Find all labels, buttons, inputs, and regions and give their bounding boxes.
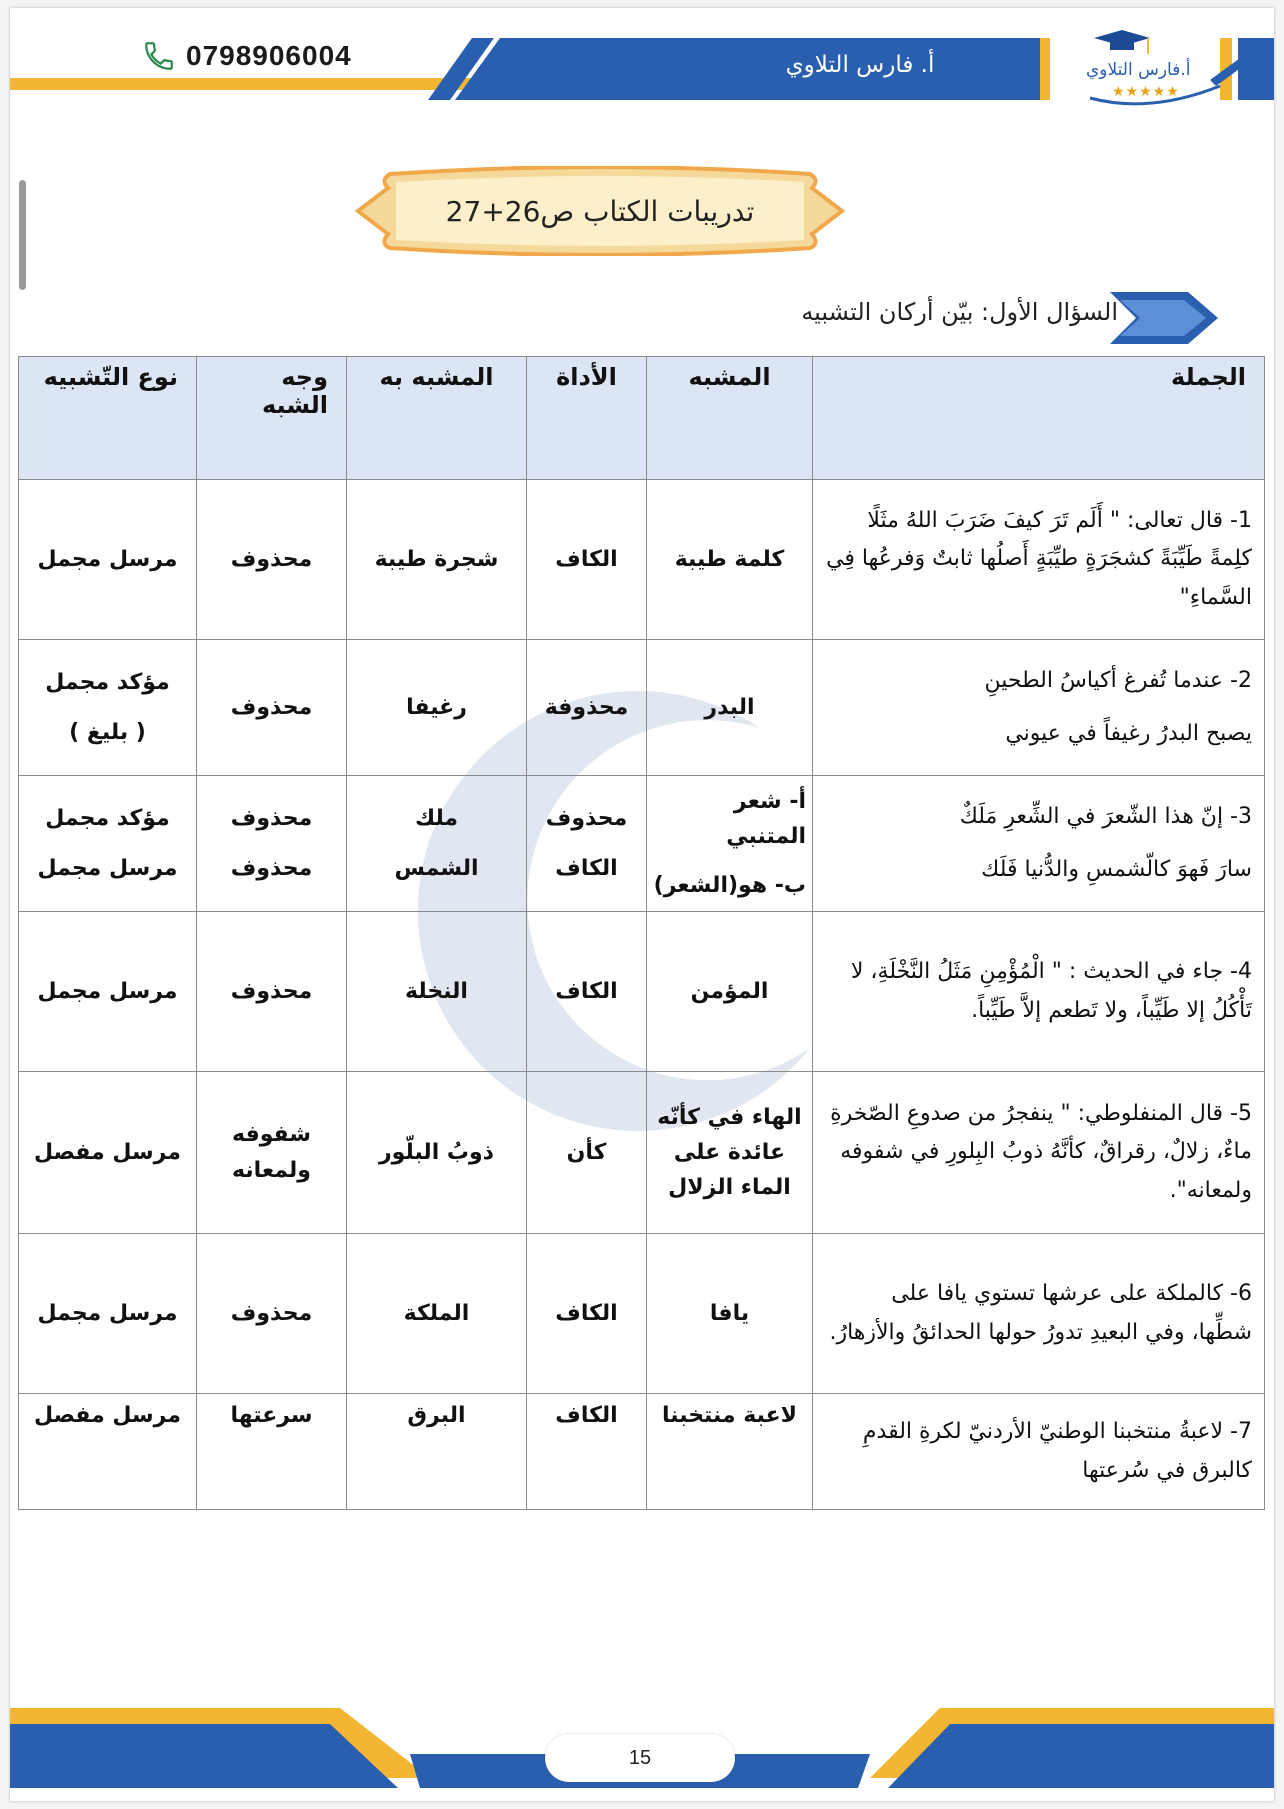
document-page (10, 8, 1274, 1801)
mushabbah-bih-cell: الملكة (347, 1234, 527, 1394)
mushabbah-bih-cell: النخلة (347, 912, 527, 1072)
mushabbah-cell: يافا (647, 1234, 813, 1394)
adah-cell: الكاف (527, 480, 647, 640)
adah-cell: الكاف (527, 1394, 647, 1510)
mushabbah-line: ب- هو(الشعر) (653, 873, 806, 899)
mushabbah-cell: كلمة طيبة (647, 480, 813, 640)
brand-logo (1050, 24, 1250, 112)
adah-line: الكاف (555, 855, 618, 881)
sentence-line: يصبح البدرُ رغيفاً في عيوني (1005, 720, 1252, 746)
mushabbah-cell: لاعبة منتخبنا (647, 1394, 813, 1510)
sentence-line: 3- إنّ هذا الشّعرَ في الشِّعرِ مَلَكٌ (959, 804, 1252, 829)
type-cell: مرسل مفصل (19, 1394, 197, 1510)
sentence-line: سارَ فَهوَ كالّشمسِ والدُّنيا فَلَك (981, 856, 1252, 882)
sentence-cell: 5- قال المنفلوطي: " ينفجرُ من صدوعِ الصّخرةِ ماءٌ، زلالٌ، رقراقٌ، كأنَّهُ ذوبُ البِلورِ في شفوفه ولمعانه". (813, 1072, 1265, 1234)
type-cell: مرسل مجمل (19, 1234, 197, 1394)
mushabbah-cell: البدر (647, 640, 813, 776)
table-row (19, 912, 1265, 1072)
mushabbah-bih-cell: البرق (347, 1394, 527, 1510)
page-title: تدريبات الكتاب ص26+27 (445, 194, 755, 228)
scrollbar-handle[interactable] (19, 180, 26, 290)
type-cell (19, 776, 197, 912)
table-header-row (19, 357, 1265, 480)
table-row (19, 1234, 1265, 1394)
phone-contact (142, 34, 352, 78)
sentence-line: 2- عندما تُفرغ أكياسُ الطحينِ (984, 668, 1252, 693)
wajh-cell: محذوف (197, 480, 347, 640)
adah-cell (527, 776, 647, 912)
table-row (19, 1394, 1265, 1510)
simile-table (18, 356, 1265, 1510)
mushabbah-bih-cell: شجرة طيبة (347, 480, 527, 640)
type-cell: مرسل مجمل (19, 480, 197, 640)
page-header (10, 8, 1274, 118)
header-adah: الأداة (527, 357, 647, 480)
table-row (19, 640, 1265, 776)
phone-icon (142, 39, 176, 73)
type-line: ( بليغ ) (69, 719, 146, 745)
wajh-cell: سرعتها (197, 1394, 347, 1510)
mushabbah-cell: الهاء في كأنّه عائدة على الماء الزلال (647, 1072, 813, 1234)
sentence-cell: 4- جاء في الحديث : " الْمُؤْمِنِ مَثَلُ النَّخْلَةِ، لا تَأْكُلُ إلا طَيِّباً، ولا تَطعم إلاَّ طَيِّباً. (813, 912, 1265, 1072)
wajh-cell (197, 776, 347, 912)
sentence-cell: 6- كالملكة على عرشها تستوي يافا على شطِّها، وفي البعيدِ تدورُ حولها الحدائقُ والأزهارُ. (813, 1234, 1265, 1394)
sentence-cell: 7- لاعبةُ منتخبنا الوطنيّ الأردنيّ لكرةِ القدمِ كالبرق في سُرعتها (813, 1394, 1265, 1510)
type-line: مؤكد مجمل (45, 806, 170, 832)
type-line: مرسل مجمل (37, 855, 178, 881)
adah-line: محذوف (545, 806, 628, 832)
header-type: نوع التّشبيه (19, 357, 197, 480)
wajh-line: محذوف (230, 806, 313, 832)
type-cell: مرسل مفصل (19, 1072, 197, 1234)
logo-name: أ.فارس التلاوي (1086, 60, 1191, 80)
type-cell: مرسل مجمل (19, 912, 197, 1072)
adah-cell: كأن (527, 1072, 647, 1234)
page-number: 15 (545, 1734, 735, 1782)
table-row (19, 1072, 1265, 1234)
table-row (19, 776, 1265, 912)
mushabbah-cell (647, 776, 813, 912)
title-ribbon (350, 166, 850, 256)
header-wajh: وجه الشبه (197, 357, 347, 480)
mushabbah-cell: المؤمن (647, 912, 813, 1072)
mushabbah-bih-line: الشمس (394, 855, 479, 881)
adah-cell: الكاف (527, 1234, 647, 1394)
question-heading: السؤال الأول: بيّن أركان التشبيه (801, 298, 1118, 326)
wajh-cell: شفوفه ولمعانه (197, 1072, 347, 1234)
header-mushabbah: المشبه (647, 357, 813, 480)
wajh-cell: محذوف (197, 640, 347, 776)
mushabbah-bih-line: ملك (414, 806, 459, 832)
adah-cell: الكاف (527, 912, 647, 1072)
type-cell (19, 640, 197, 776)
wajh-line: محذوف (230, 855, 313, 881)
mushabbah-bih-cell: رغيفا (347, 640, 527, 776)
mushabbah-bih-cell: ذوبُ البلّور (347, 1072, 527, 1234)
header-mushabbah-bih: المشبه به (347, 357, 527, 480)
sentence-cell (813, 640, 1265, 776)
wajh-cell: محذوف (197, 912, 347, 1072)
wajh-cell: محذوف (197, 1234, 347, 1394)
question-arrow-icon (1110, 290, 1220, 346)
table-row (19, 480, 1265, 640)
rating-stars-icon: ★★★★★ (1112, 84, 1180, 100)
sentence-cell: 1- قال تعالى: " أَلَم تَرَ كيفَ ضَرَبَ اللهُ مثَلًا كلِمةً طَيِّبَةً كشجَرَةٍ طيِّبَةٍ أَصلُها ثابتٌ وَفرعُها فِي السَّماءِ" (813, 480, 1265, 640)
adah-cell: محذوفة (527, 640, 647, 776)
teacher-name: أ. فارس التلاوي (785, 52, 935, 78)
mushabbah-bih-cell (347, 776, 527, 912)
header-sentence: الجملة (813, 357, 1265, 480)
mushabbah-line: أ- شعر المتنبي (726, 788, 806, 849)
type-line: مؤكد مجمل (45, 670, 170, 696)
sentence-cell (813, 776, 1265, 912)
phone-number: 0798906004 (186, 40, 352, 71)
